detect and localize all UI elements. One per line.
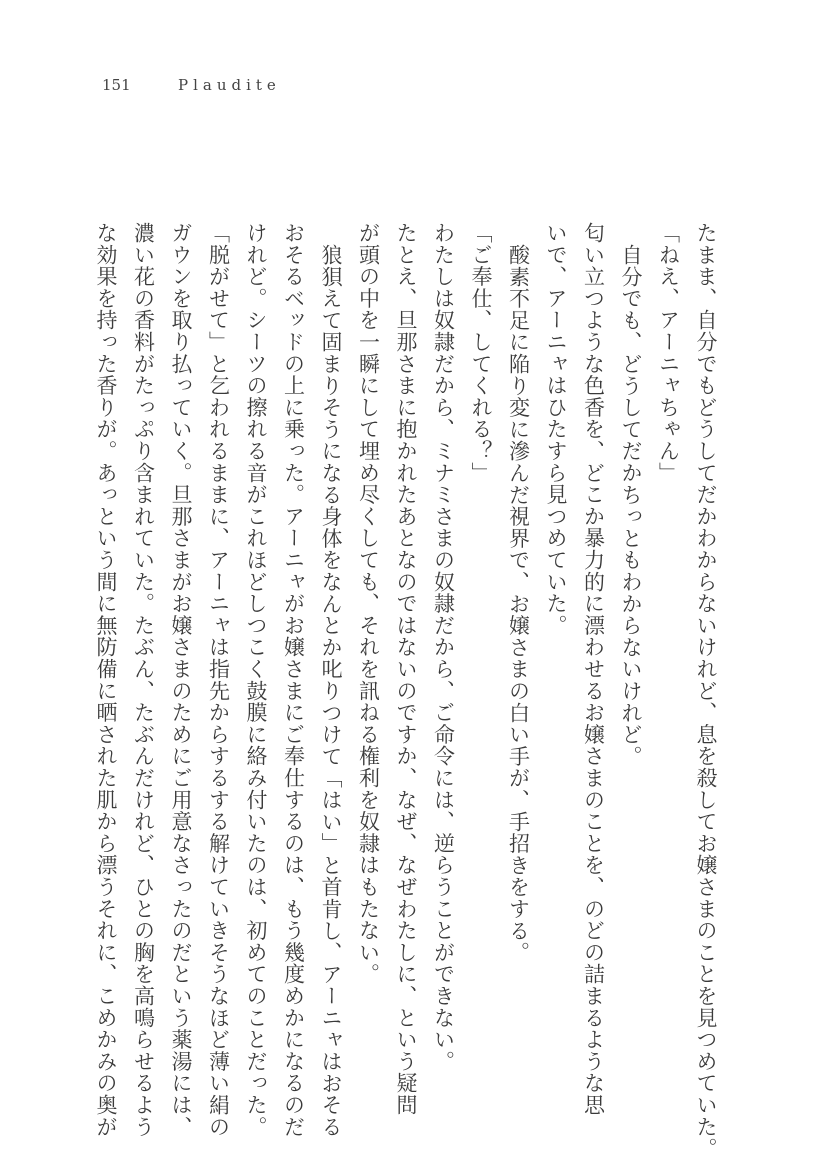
vertical-body-text: [87, 222, 725, 1160]
text-line: 「脱がせて」と乞われるままに、アーニャは指先からするする解けていきそうなほど薄い絹の: [206, 222, 231, 1138]
text-line: 濃い花の香料がたっぷり含まれていた。たぶん、たぶんだけれど、ひとの胸を高鳴らせるよう: [131, 222, 156, 1138]
text-line: 酸素不足に陥り変に滲んだ視界で、お嬢さまの白い手が、手招きをする。: [506, 243, 531, 964]
text-line: が頭の中を一瞬にして埋め尽くしても、それを訊ねる権利を奴隷はもたない。: [356, 222, 381, 985]
text-line: たとえ、旦那さまに抱かれたあとなのではないのですか、なぜ、なぜわたしに、という疑問: [394, 222, 418, 1116]
text-line: わたしは奴隷だから、ミナミさまの奴隷だから、ご命令には、逆らうことができない。: [431, 222, 456, 1073]
text-line: 匂い立つような色香を、どこか暴力的に漂わせるお嬢さまのことを、のどの詰まるような思: [581, 222, 606, 1116]
text-line: おそるベッドの上に乗った。アーニャがお嬢さまにご奉仕するのは、もう幾度めかになるのだ: [281, 222, 306, 1138]
text-line: 狼狽えて固まりそうになる身体をなんとか叱りつけて「はい」と首肯し、アーニャはおそる: [319, 243, 343, 1138]
book-title: Plaudite: [178, 76, 281, 94]
text-line: な効果を持った香りが。あっという間に無防備に晒された肌から漂うそれに、こめかみの奥が: [94, 222, 118, 1138]
text-line: けれど。シーツの擦れる音がこれほどしつこく鼓膜に絡み付いたのは、初めてのことだった。: [244, 222, 268, 1138]
text-line: たまま、自分でもどうしてだかわからないけれど、息を殺してお嬢さまのことを見つめていた。: [694, 222, 718, 1160]
text-line: 自分でも、どうしてだかちっともわからないけれど。: [619, 243, 643, 767]
text-line: 「ご奉仕、してくれる？」: [469, 222, 493, 484]
page-number: 151: [102, 76, 131, 94]
text-line: いで、アーニャはひたすら見つめていた。: [544, 222, 568, 637]
text-line: 「ねえ、アーニャちゃん」: [656, 222, 681, 484]
text-line: ガウンを取り払っていく。旦那さまがお嬢さまのためにご用意なさったのだという薬湯には、: [169, 222, 193, 1138]
